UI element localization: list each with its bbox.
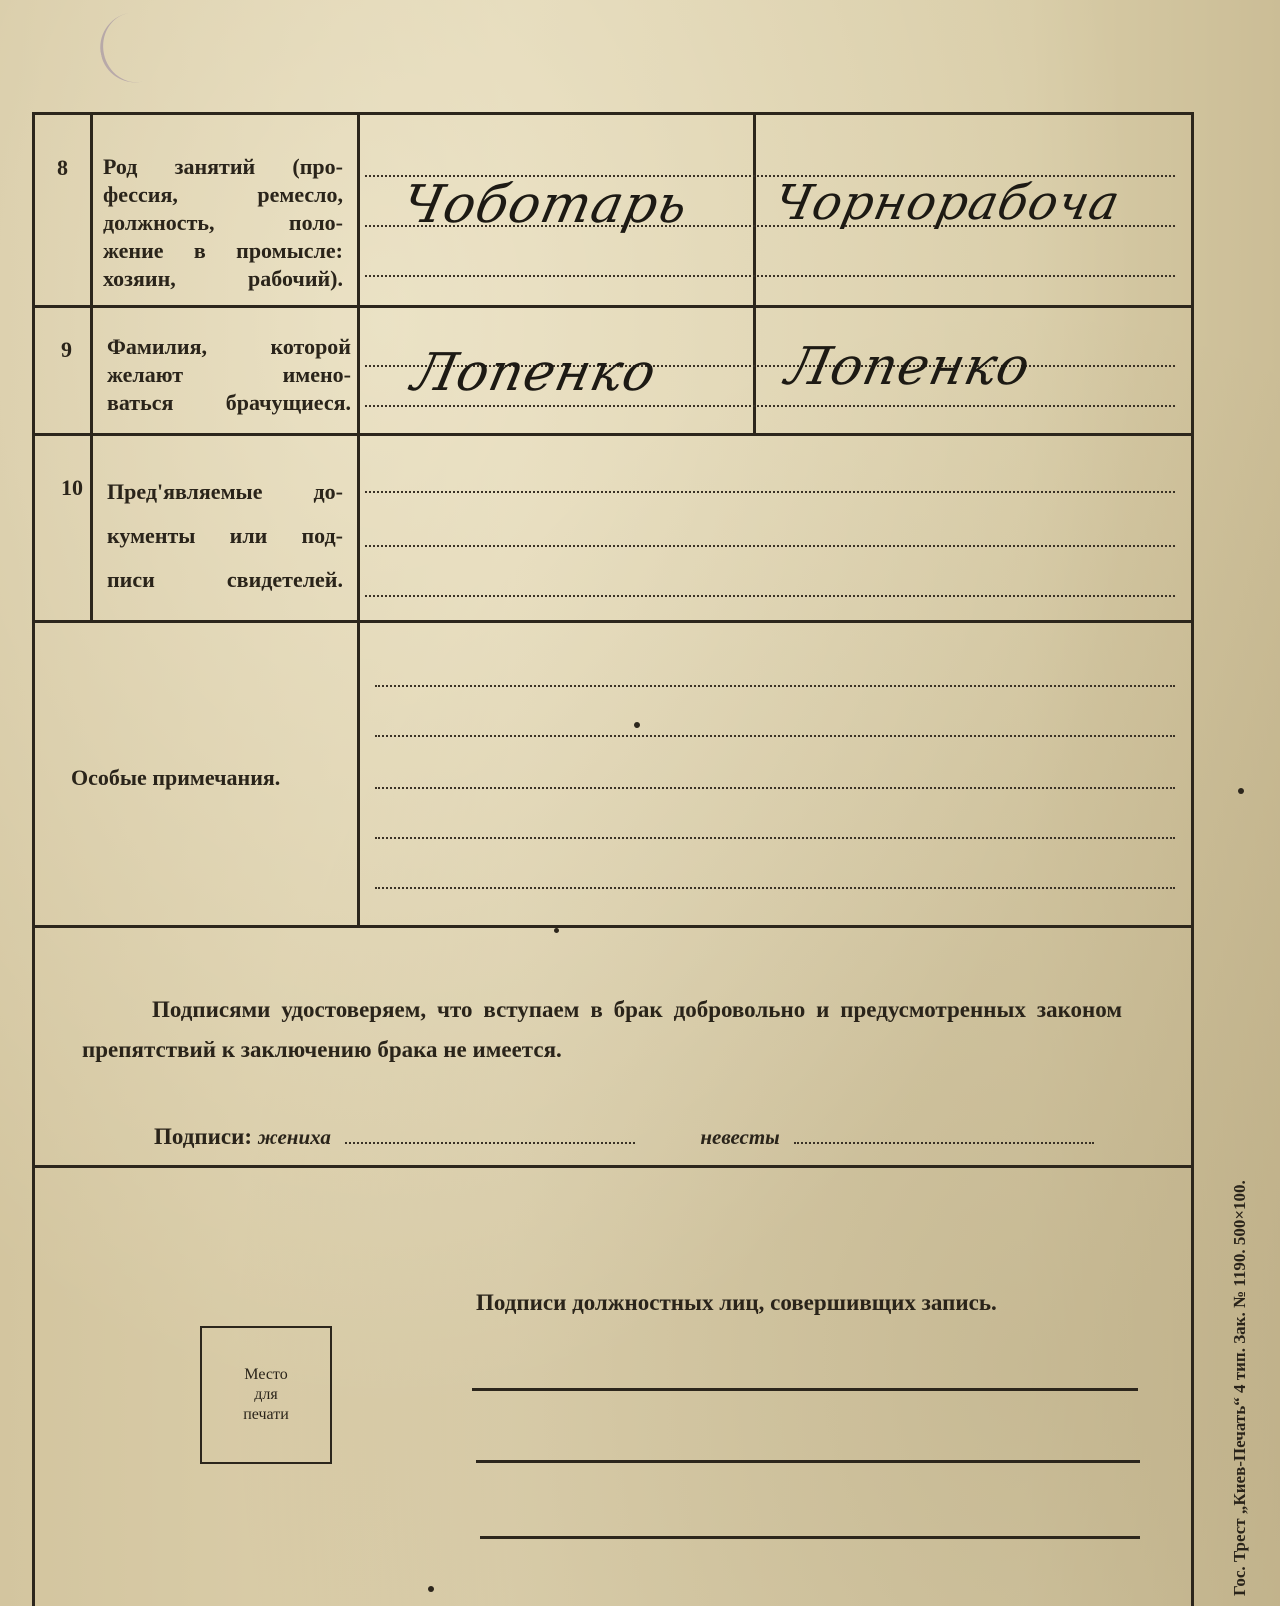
officials-signatures-title: Подписи должностных лиц, совершивщих запись. [476, 1290, 997, 1315]
row-number: 9 [61, 337, 72, 362]
pencil-mark [94, 1, 200, 89]
writing-line [375, 735, 1175, 737]
row-divider [35, 620, 1191, 623]
writing-line [375, 685, 1175, 687]
number-column-divider [90, 115, 93, 620]
printer-imprint: Гос. Трест „Киев-Печать“ 4 тип. Зак. № 1190. 500×100. [1230, 1180, 1249, 1596]
writing-line [375, 837, 1175, 839]
row-divider [35, 433, 1191, 436]
row-divider [35, 1165, 1191, 1168]
writing-line [365, 491, 1175, 493]
row-divider [35, 305, 1191, 308]
ink-speck [554, 928, 559, 933]
groom-occupation-value: Чоботарь [396, 175, 694, 235]
signatures-label: Подписи: [154, 1124, 252, 1149]
surname-label: Фамилия, которой желают имено- ваться брачущиеся. [107, 334, 351, 415]
writing-line [365, 275, 1175, 277]
official-signature-line [476, 1460, 1140, 1463]
groom-signature-line [345, 1142, 635, 1144]
stamp-place: Место для печати [200, 1326, 332, 1464]
groom-bride-divider [753, 115, 756, 433]
ink-speck [634, 722, 640, 728]
bride-signature-line [794, 1142, 1094, 1144]
consent-statement: Подписями удостоверяем, что вступаем в брак добровольно и предусмотренных законом препятствий к заключению брака не имеется. [82, 997, 1122, 1062]
bride-signature-label: невесты [700, 1125, 780, 1149]
groom-signature-label: жениха [257, 1125, 331, 1149]
bride-surname-value: Лопенко [780, 337, 1036, 397]
official-signature-line [480, 1536, 1140, 1539]
row-number: 8 [57, 155, 68, 180]
bride-occupation-value: Чорнорабоча [769, 175, 1126, 231]
label-column-divider [357, 115, 360, 925]
ink-speck [1238, 788, 1244, 794]
signatures-row [154, 1124, 1164, 1150]
ink-speck [428, 1586, 434, 1592]
occupation-label: Род занятий (про- фессия, ремесло, должность, поло- жение в промысле: хозяин, рабочий). [103, 154, 343, 291]
special-notes-label: Особые примечания. [71, 765, 281, 790]
writing-line [375, 887, 1175, 889]
row-number: 10 [61, 475, 83, 500]
writing-line [365, 545, 1175, 547]
documents-label: Пред'являемые до- кументы или под- писи свидетелей. [107, 479, 343, 592]
groom-surname-value: Лопенко [406, 343, 662, 403]
writing-line [375, 787, 1175, 789]
official-signature-line [472, 1388, 1138, 1391]
writing-line [365, 405, 1175, 407]
writing-line [365, 595, 1175, 597]
row-divider [35, 925, 1191, 928]
